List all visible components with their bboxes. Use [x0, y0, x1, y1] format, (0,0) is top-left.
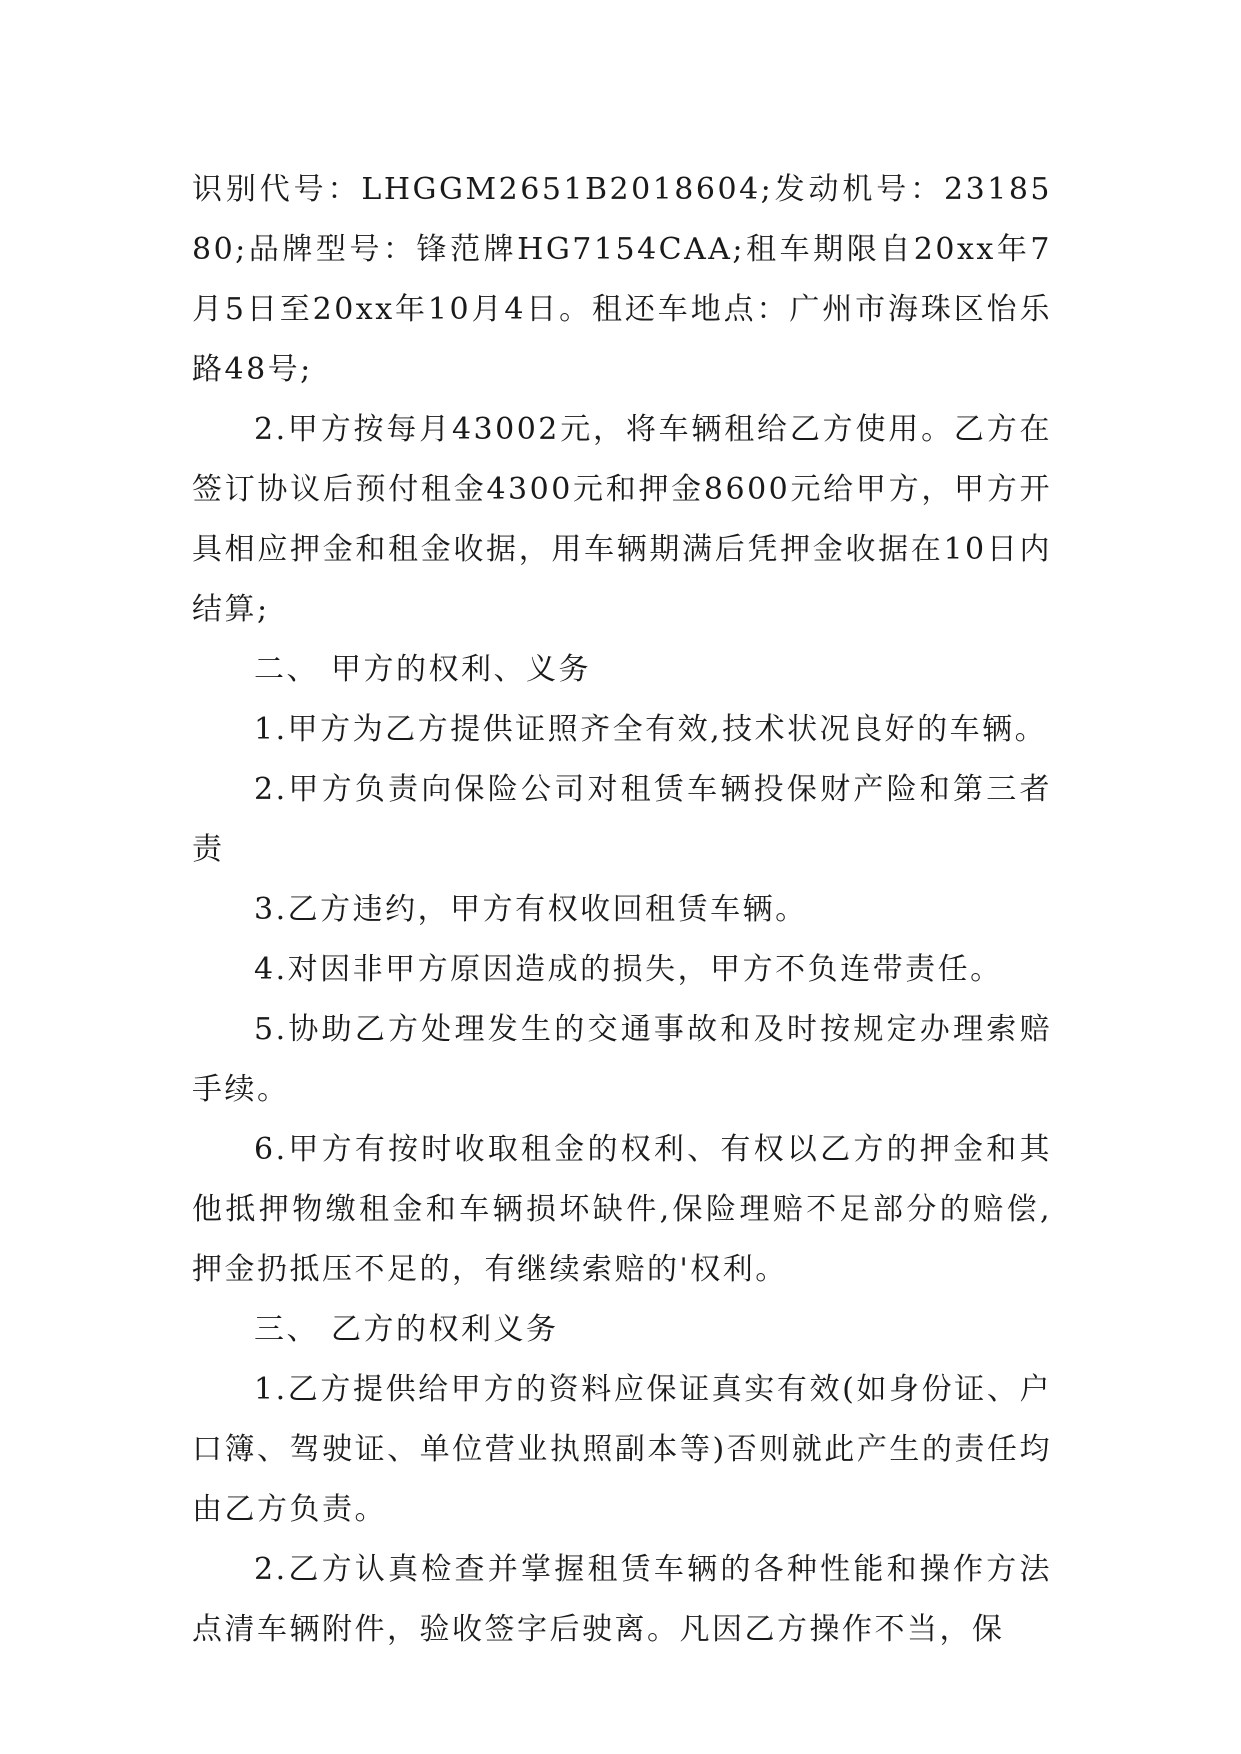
document-body	[192, 160, 1052, 1660]
paragraph-a-2: 2.甲方负责向保险公司对租赁车辆投保财产险和第三者责	[192, 772, 1052, 867]
paragraph-rent-payment: 2.甲方按每月43002元，将车辆租给乙方使用。乙方在签订协议后预付租金4300元和押金8600元给甲方，甲方开具相应押金和租金收据，用车辆期满后凭押金收据在10日内结算;	[192, 412, 1052, 627]
paragraph-a-4: 4.对因非甲方原因造成的损失，甲方不负连带责任。	[254, 952, 1003, 987]
section-heading-party-a: 二、 甲方的权利、义务	[254, 652, 592, 687]
paragraph-a-3: 3.乙方违约，甲方有权收回租赁车辆。	[254, 892, 808, 927]
paragraph-a-6: 6.甲方有按时收取租金的权利、有权以乙方的押金和其他抵押物缴租金和车辆损坏缺件,保险理赔不足部分的赔偿,押金扔抵压不足的，有继续索赔的'权利。	[192, 1132, 1052, 1287]
paragraph-a-1: 1.甲方为乙方提供证照齐全有效,技术状况良好的车辆。	[254, 712, 1048, 747]
paragraph-vehicle-details: 识别代号：LHGGM2651B2018604;发动机号：2318580;品牌型号：锋范牌HG7154CAA;租车期限自20xx年7月5日至20xx年10月4日。租还车地点：广州市海珠区怡乐路48号;	[192, 172, 1052, 387]
paragraph-b-2: 2.乙方认真检查并掌握租赁车辆的各种性能和操作方法点清车辆附件，验收签字后驶离。凡因乙方操作不当，保	[192, 1552, 1052, 1647]
paragraph-a-5: 5.协助乙方处理发生的交通事故和及时按规定办理索赔手续。	[192, 1012, 1052, 1107]
paragraph-b-1: 1.乙方提供给甲方的资料应保证真实有效(如身份证、户口簿、驾驶证、单位营业执照副本等)否则就此产生的责任均由乙方负责。	[192, 1372, 1052, 1527]
section-heading-party-b: 三、 乙方的权利义务	[254, 1312, 559, 1347]
